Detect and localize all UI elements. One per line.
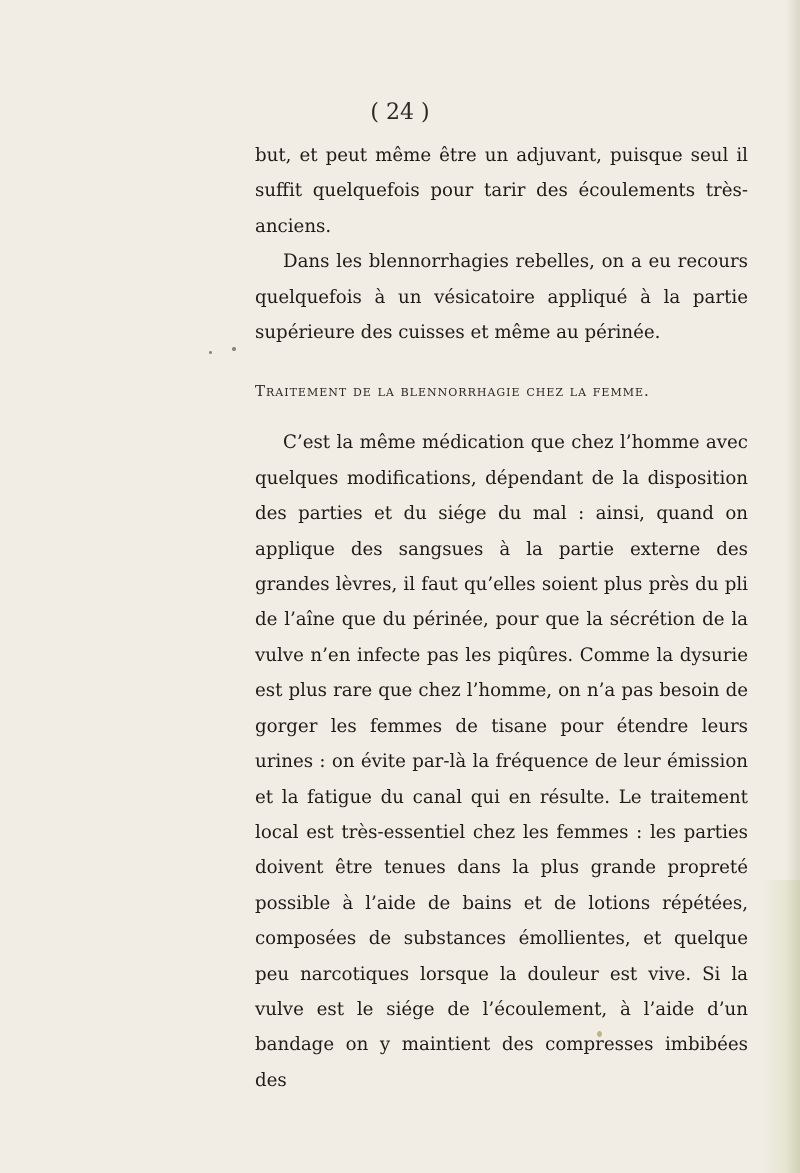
paragraph-continued: but, et peut même être un adjuvant, puisque seul il suffit quelquefois pour tarir des écoulements très-anciens. xyxy=(255,145,748,237)
paper-speck xyxy=(209,351,212,354)
body-text xyxy=(255,138,748,1098)
paragraph: Dans les blennorrhagies rebelles, on a eu recours quelquefois à un vésicatoire appliqué à la partie supérieure des cuisses et même au périnée. xyxy=(255,251,748,344)
page-edge-stain xyxy=(760,880,800,1173)
section-paragraph: C’est la même médication que chez l’homme avec quelques modifications, dépendant de la disposition des parties et du siége du mal : ainsi, quand on applique des sangsues à la partie externe des grandes lèvres, il faut qu’elles soient plus près du pli de l’aîne que du périnée, pour que la sécrétion de la vulve n’en infecte pas les piqûres. Comme la dysurie est plus rare que chez l’homme, on n’a pas besoin de gorger les femmes de tisane pour étendre leurs urines : on évite par-là la fréquence de leur émission et la fatigue du canal qui en résulte. Le traitement local est très-essentiel chez les femmes : les parties doivent être tenues dans la plus grande propreté possible à l’aide de bains et de lotions répétées, composées de substances émollientes, et quelque peu narcotiques lorsque la douleur est vive. Si la vulve est le siége de l’écoulement, à l’aide d’un bandage on y maintient des compresses imbibées des xyxy=(255,432,748,1091)
section-heading xyxy=(255,374,748,409)
paper-speck xyxy=(232,347,236,351)
section-heading-text: Traitement de la blennorrhagie chez la femme. xyxy=(255,382,650,401)
page-number: ( 24 ) xyxy=(370,100,430,125)
